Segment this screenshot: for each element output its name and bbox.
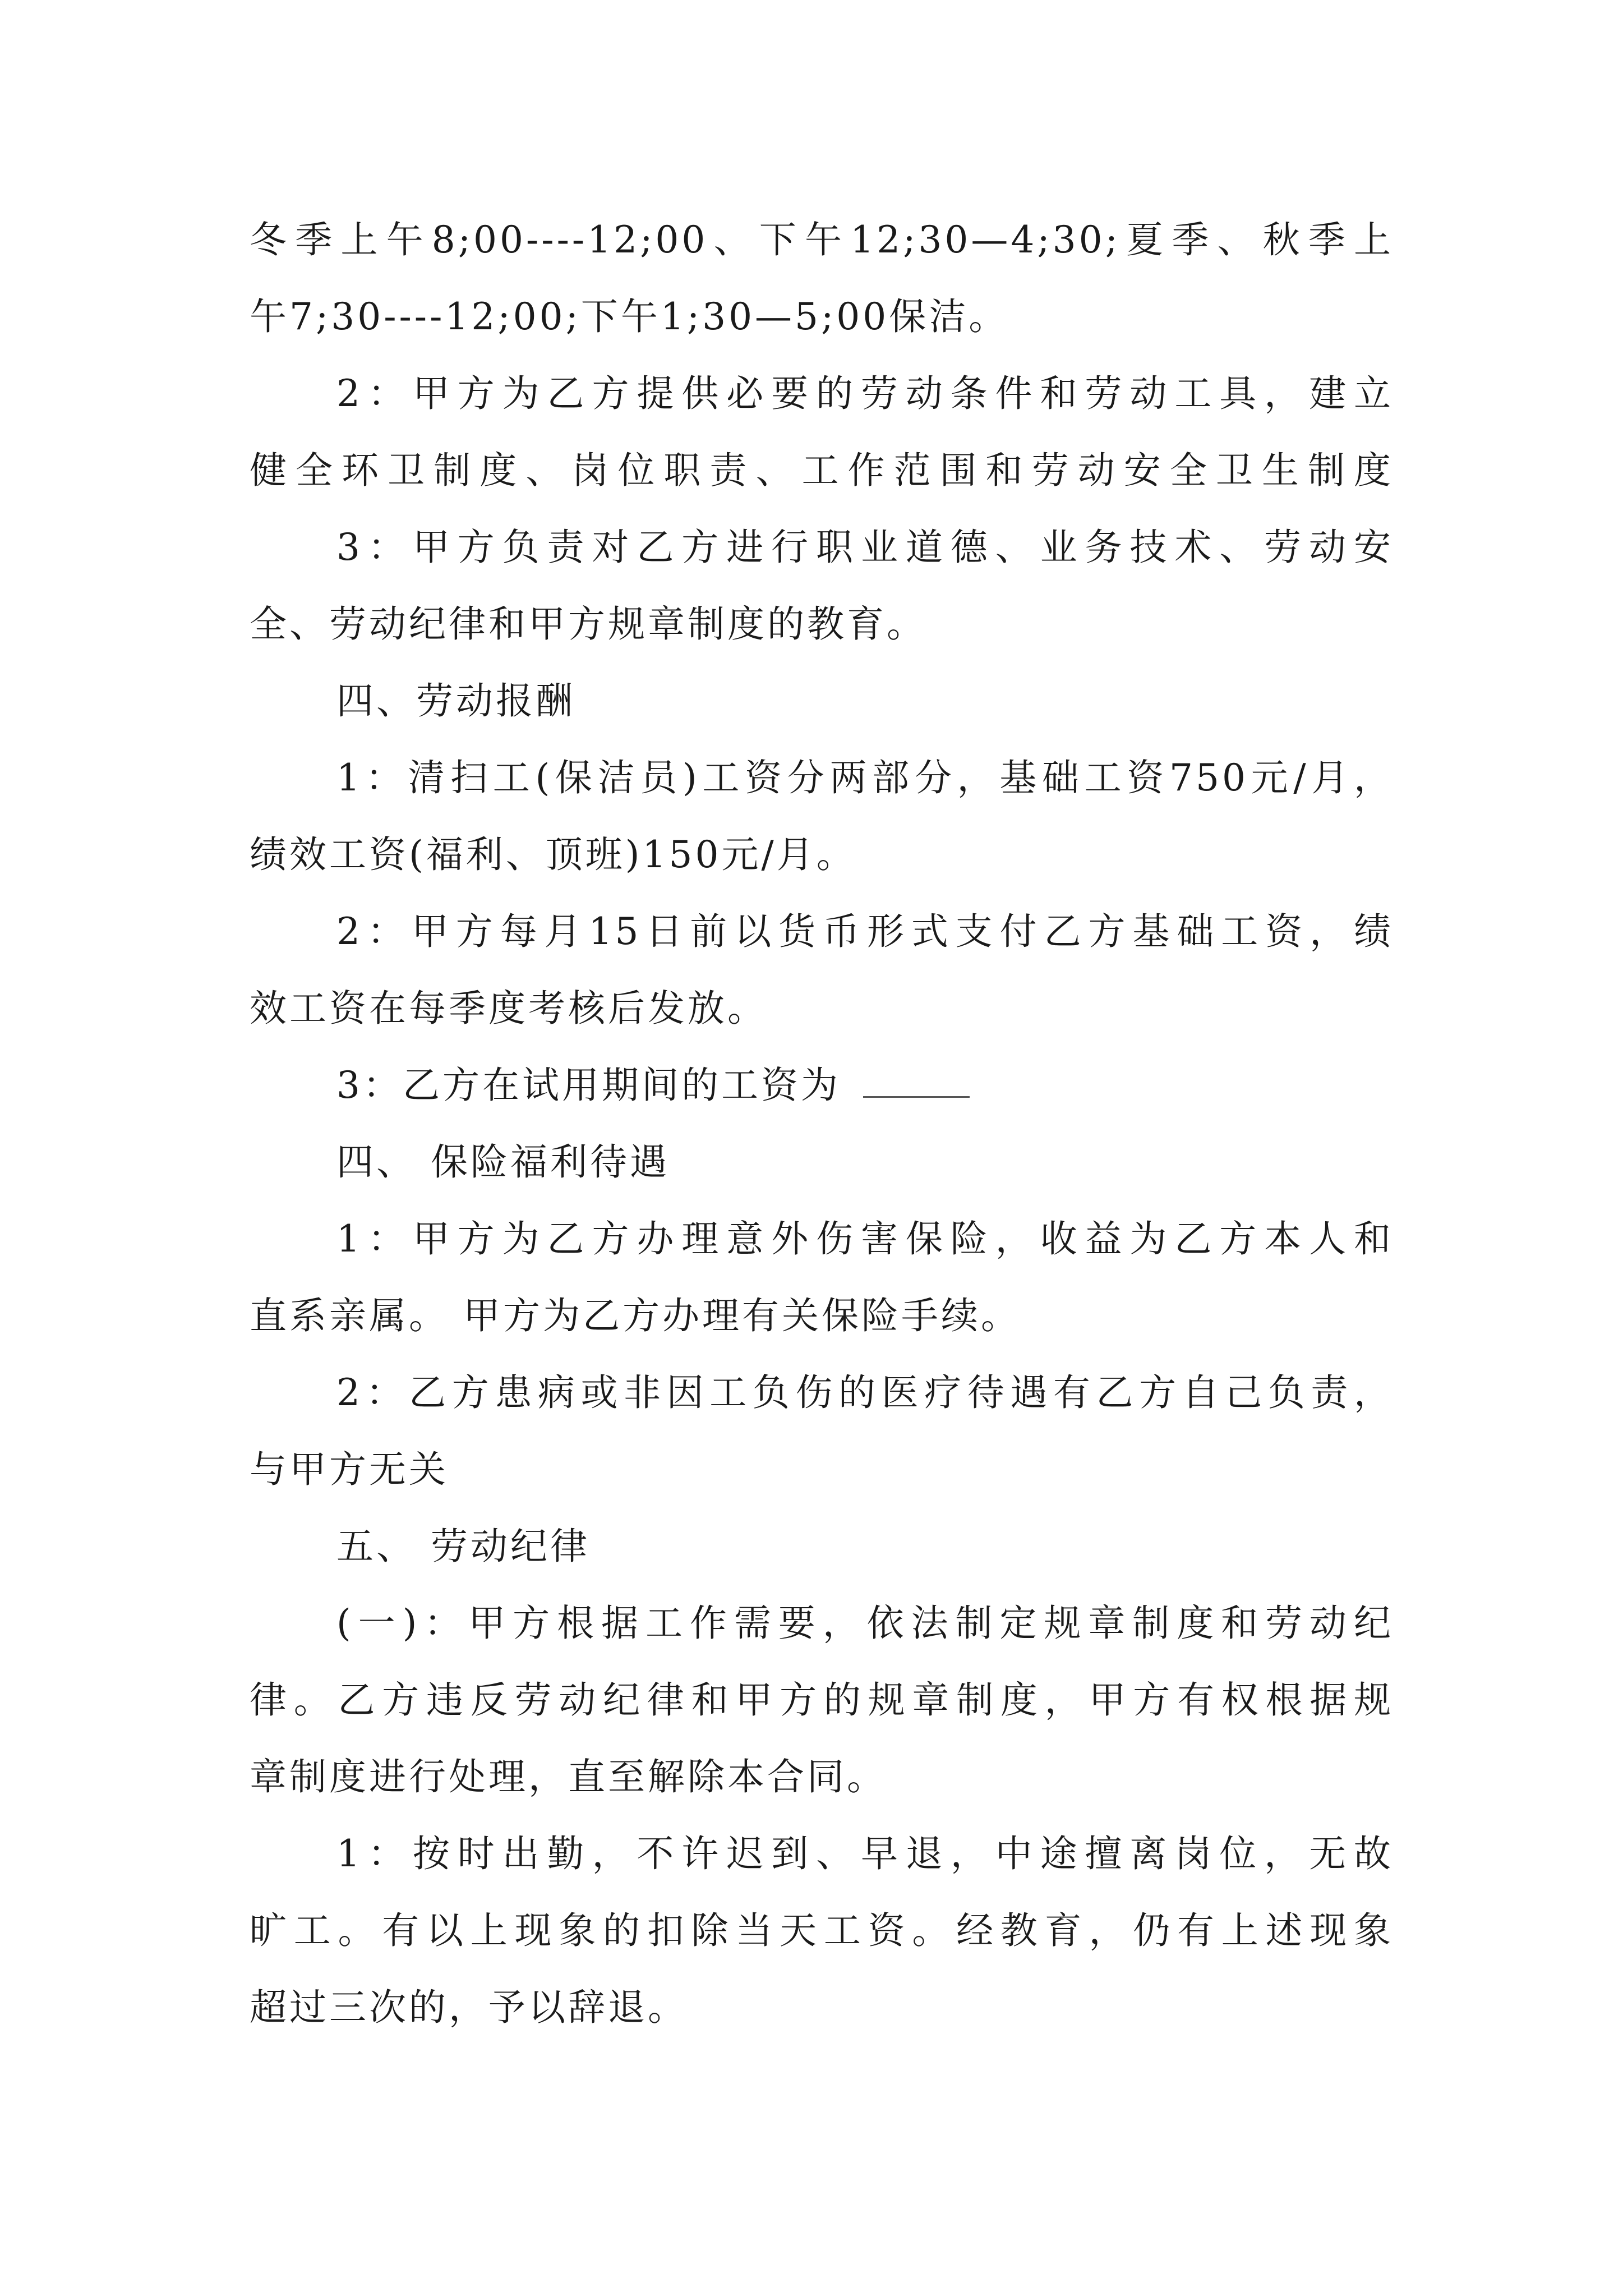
text-line: (一)：甲方根据工作需要，依法制定规章制度和劳动纪: [336, 1602, 1394, 1645]
text-line: 午7;30----12;00;下午1;30—5;00保洁。: [250, 295, 1009, 338]
text-line: 3：乙方在试用期间的工资为: [336, 1064, 841, 1107]
text-line: 1：按时出勤，不许迟到、早退，中途擅离岗位，无故: [336, 1832, 1394, 1875]
text-line: 旷工。有以上现象的扣除当天工资。经教育，仍有上述现象: [250, 1909, 1394, 1952]
section-heading: 四、劳动报酬: [336, 679, 575, 723]
text-line: 超过三次的，予以辞退。: [250, 1986, 688, 2029]
text-line: 与甲方无关: [250, 1448, 449, 1491]
fill-in-blank: [863, 1061, 970, 1098]
text-line: 2：乙方患病或非因工负伤的医疗待遇有乙方自己负责，: [336, 1371, 1394, 1414]
text-line: 直系亲属。 甲方为乙方办理有关保险手续。: [250, 1294, 1021, 1337]
text-line: 2：甲方为乙方提供必要的劳动条件和劳动工具，建立: [336, 372, 1394, 415]
text-line: 章制度进行处理，直至解除本合同。: [250, 1755, 887, 1798]
text-line: 律。乙方违反劳动纪律和甲方的规章制度，甲方有权根据规: [250, 1678, 1394, 1722]
text-line: 绩效工资(福利、顶班)150元/月。: [250, 833, 856, 876]
text-line: 全、劳动纪律和甲方规章制度的教育。: [250, 602, 926, 646]
text-line: 冬季上午8;00----12;00、下午12;30—4;30;夏季、秋季上: [250, 218, 1394, 261]
text-line: 健全环卫制度、岗位职责、工作范围和劳动安全卫生制度: [250, 449, 1394, 492]
text-line: 效工资在每季度考核后发放。: [250, 987, 767, 1030]
section-heading: 四、 保险福利待遇: [336, 1140, 670, 1184]
text-line: 2：甲方每月15日前以货币形式支付乙方基础工资，绩: [336, 910, 1394, 953]
section-heading: 五、 劳动纪律: [336, 1525, 590, 1568]
text-line: 1：甲方为乙方办理意外伤害保险，收益为乙方本人和: [336, 1217, 1394, 1260]
text-line: 3：甲方负责对乙方进行职业道德、业务技术、劳动安: [336, 526, 1394, 569]
text-line: 1：清扫工(保洁员)工资分两部分，基础工资750元/月，: [336, 756, 1394, 799]
text-line-with-blank: [336, 1060, 1394, 1111]
